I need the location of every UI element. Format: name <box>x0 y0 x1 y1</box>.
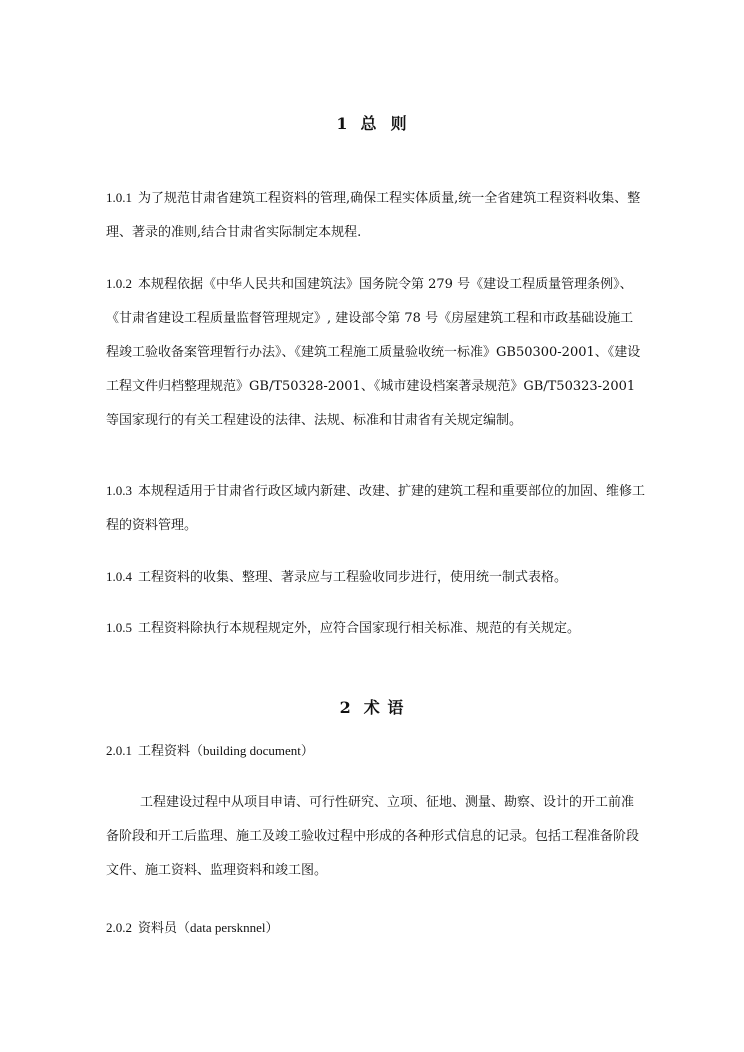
chapter-1-heading <box>0 111 744 134</box>
clause-text: 本规程依据《中华人民共和国建筑法》国务院令第 279 号《建设工程质量管理条例》、《甘肃省建设工程质量监督管理规定》, 建设部令第 78 号《房屋建筑工程和市政基础设施工程竣工验收备案管理暂行办法》、《建筑工程施工质量验收统一标准》GB50300-2001、《建设工程文件归档整理规范》GB/T50328-2001、《城市建设档案著录规范》GB/T50323-2001 等国家现行的有关工程建设的法律、法规、标准和甘肃省有关规定编制。 <box>106 277 641 428</box>
chapter-2-title: 术 语 <box>363 698 405 717</box>
clause-text: 本规程适用于甘肃省行政区域内新建、改建、扩建的建筑工程和重要部位的加固、维修工程的资料管理。 <box>106 484 646 533</box>
chapter-2-heading <box>0 695 744 718</box>
chapter-2-number: 2 <box>339 698 352 717</box>
clause-number: 1.0.4 <box>106 569 132 584</box>
clause-number: 1.0.1 <box>106 190 132 205</box>
chapter-1-number: 1 <box>336 114 349 133</box>
chapter-1-title: 总 则 <box>360 114 408 133</box>
clause-1-0-4 <box>106 560 646 595</box>
term-number: 2.0.1 <box>106 743 132 758</box>
clause-text: 工程资料的收集、整理、著录应与工程验收同步进行，使用统一制式表格。 <box>138 570 568 585</box>
clause-number: 1.0.2 <box>106 276 132 291</box>
term-2-0-2 <box>106 918 646 939</box>
clause-text: 工程资料除执行本规程规定外，应符合国家现行相关标准、规范的有关规定。 <box>138 621 581 636</box>
clause-1-0-1 <box>106 181 646 250</box>
term-name: 资料员 <box>138 921 178 936</box>
clause-1-0-5 <box>106 611 646 646</box>
term-english: （data persknnel） <box>177 920 279 935</box>
clause-1-0-3 <box>106 474 646 543</box>
term-2-0-1 <box>106 741 646 762</box>
term-english: （building document） <box>190 743 314 758</box>
clause-text: 为了规范甘肃省建筑工程资料的管理,确保工程实体质量,统一全省建筑工程资料收集、整理、著录的准则,结合甘肃省实际制定本规程. <box>106 191 641 240</box>
term-2-0-1-definition: 工程建设过程中从项目申请、可行性研究、立项、征地、测量、勘察、设计的开工前准备阶段和开工后监理、施工及竣工验收过程中形成的各种形式信息的记录。包括工程准备阶段文件、施工资料、监理资料和竣工图。 <box>106 795 640 878</box>
clause-number: 1.0.3 <box>106 483 132 498</box>
clause-1-0-2 <box>106 267 646 438</box>
clause-number: 1.0.5 <box>106 620 132 635</box>
term-number: 2.0.2 <box>106 920 132 935</box>
term-name: 工程资料 <box>138 744 191 759</box>
